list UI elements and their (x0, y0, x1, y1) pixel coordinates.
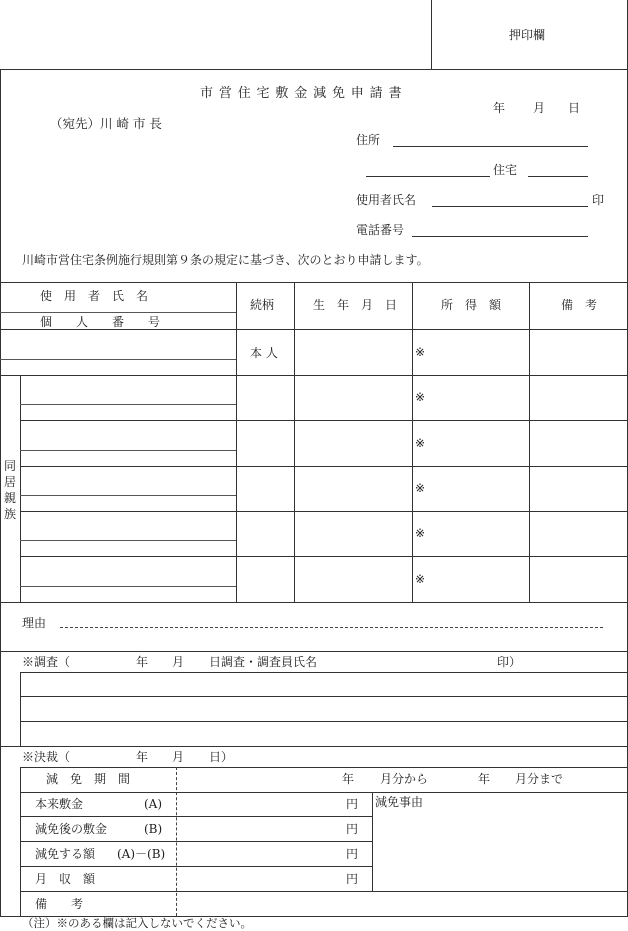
seal-box-left-border (431, 0, 432, 69)
form-title: 市営住宅敷金減免申請書 (200, 86, 408, 101)
investigation-seal: 印） (497, 655, 522, 669)
date-month: 月 (533, 101, 546, 115)
row-reduced-deposit-code: (B) (144, 822, 163, 836)
family-row3-split (20, 495, 236, 496)
family-row3-bottom (20, 511, 628, 512)
reason-label: 理由 (22, 616, 47, 630)
addressee: （宛先）川 崎 市 長 (50, 116, 162, 131)
phone-label: 電話番号 (356, 223, 405, 237)
reduction-reason-label: 減免事由 (375, 795, 424, 809)
family-label-border (20, 375, 21, 602)
table-top (0, 282, 628, 283)
header-personal-number: 個 人 番 号 (40, 315, 161, 329)
family-char-3: 親 (4, 491, 17, 505)
date-day: 日 (568, 101, 581, 115)
family-row4-bottom (20, 556, 628, 557)
row-reduction-amount-unit: 円 (346, 847, 359, 861)
col-relation-left (236, 282, 237, 602)
family-row2-split (20, 450, 236, 451)
family-row5-income-mark: ※ (415, 572, 426, 586)
footer-note: （注）※のある欄は記入しないでください。 (22, 916, 252, 930)
row-reduction-amount-code: (A)－(B) (117, 847, 166, 861)
row-reduced-deposit-unit: 円 (346, 822, 359, 836)
address-field[interactable] (393, 146, 588, 147)
decision-table-top (20, 767, 628, 768)
reduction-reason-divider (372, 792, 373, 891)
header-birth-date: 生 年 月 日 (313, 298, 398, 312)
decision-label: ※決裁（ (22, 750, 71, 764)
self-income-mark: ※ (415, 345, 426, 359)
row-3-bottom (20, 866, 372, 867)
user-name-label: 使用者氏名 (356, 193, 417, 207)
investigation-line-3 (20, 721, 628, 722)
family-row5-split (20, 586, 236, 587)
row-4-bottom (20, 891, 628, 892)
frame-left (0, 69, 1, 916)
family-row4-income-mark: ※ (415, 526, 426, 540)
col-birth-left (294, 282, 295, 602)
family-row2-bottom (20, 466, 628, 467)
period-row-bottom (20, 792, 628, 793)
family-row4-split (20, 540, 236, 541)
decision-year: 年 (136, 750, 149, 764)
self-row-split (0, 359, 236, 360)
user-seal-mark: 印 (592, 193, 605, 207)
family-row3-income-mark: ※ (415, 481, 426, 495)
investigation-year: 年 (136, 655, 149, 669)
period-label: 減 免 期 間 (46, 772, 131, 786)
family-row1-income-mark: ※ (415, 390, 426, 404)
decision-day: 日） (209, 750, 234, 764)
col-income-left (412, 282, 413, 602)
investigation-line-1 (20, 672, 628, 673)
header-user-name: 使 用 者 氏 名 (40, 289, 149, 303)
reason-field[interactable] (60, 627, 603, 628)
header-bottom (0, 329, 628, 330)
row-2-bottom (20, 841, 372, 842)
row-monthly-income-label: 月 収 額 (35, 872, 96, 886)
address-label: 住所 (356, 133, 381, 147)
row-original-deposit-code: (A) (144, 797, 163, 811)
period-year-2: 年 (478, 772, 491, 786)
reason-bottom (0, 651, 628, 652)
decision-month: 月 (172, 750, 185, 764)
family-char-4: 族 (4, 507, 17, 521)
family-row5-bottom (0, 602, 628, 603)
row-original-deposit-unit: 円 (346, 797, 359, 811)
header-split (0, 312, 236, 313)
date-year: 年 (493, 101, 506, 115)
investigation-bottom (0, 746, 628, 747)
self-relation-label: 本 人 (250, 346, 278, 360)
family-row1-bottom (20, 420, 628, 421)
investigation-label: ※調査（ (22, 655, 71, 669)
period-from: 月分から (380, 772, 429, 786)
investigation-day-text: 日調査・調査員氏名 (209, 655, 318, 669)
header-relation: 続柄 (250, 298, 275, 312)
housing-field[interactable] (366, 176, 490, 177)
statement: 川崎市営住宅条例施行規則第９条の規定に基づき、次のとおり申請します。 (22, 253, 429, 267)
row-reduction-amount-label: 減免する額 (35, 847, 96, 861)
row-1-bottom (20, 816, 372, 817)
row-reduced-deposit-label: 減免後の敷金 (35, 822, 108, 836)
row-original-deposit-label: 本来敷金 (35, 797, 84, 811)
family-row1-split (20, 404, 236, 405)
header-income: 所 得 額 (441, 298, 502, 312)
seal-label: 押印欄 (509, 28, 546, 42)
frame-top (0, 69, 628, 70)
family-row2-income-mark: ※ (415, 436, 426, 450)
investigation-box-left (20, 672, 21, 746)
period-year-1: 年 (342, 772, 355, 786)
period-to: 月分まで (515, 772, 564, 786)
remarks-label: 備 考 (35, 897, 84, 911)
family-char-2: 居 (4, 475, 17, 489)
row-monthly-income-unit: 円 (346, 872, 359, 886)
family-label (4, 458, 18, 522)
investigation-month: 月 (172, 655, 185, 669)
self-row-bottom (0, 375, 628, 376)
phone-field[interactable] (412, 236, 588, 237)
housing-number-field[interactable] (528, 176, 588, 177)
col-remarks-left (529, 282, 530, 602)
user-name-field[interactable] (432, 206, 588, 207)
family-char-1: 同 (4, 459, 17, 473)
header-remarks: 備 考 (561, 298, 598, 312)
housing-label: 住宅 (493, 163, 518, 177)
investigation-line-2 (20, 696, 628, 697)
